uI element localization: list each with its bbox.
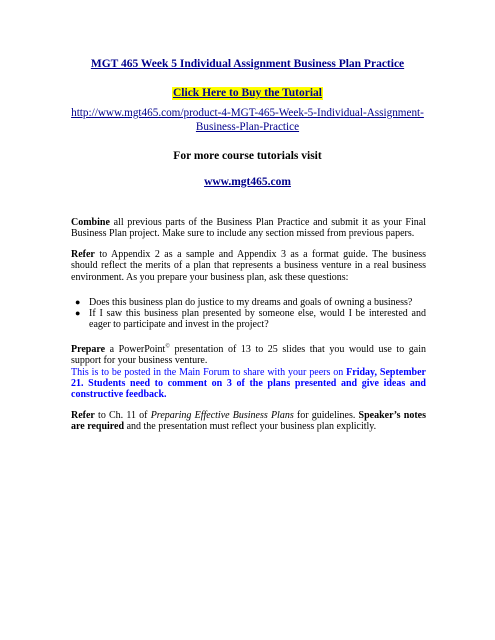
paragraph-prepare-text-a: a PowerPoint — [105, 344, 166, 355]
paragraph-prepare — [71, 344, 426, 400]
speaker-notes-required: Speaker’s notes are required — [71, 410, 426, 433]
product-url-link[interactable]: http://www.mgt465.com/product-4-MGT-465-Week-5-Individual-Assignment-Business-Plan-Practice — [71, 107, 424, 133]
paragraph-refer-ch-text-a: to Ch. 11 of — [94, 410, 151, 421]
forum-post-text: This is to be posted in the Main Forum to share with your peers on — [71, 366, 347, 378]
forum-post-deadline: Friday, September 21. Students need to comment on 3 of the plans presented and give ideas and constructive feedback. — [71, 366, 426, 401]
paragraph-combine-lead: Combine — [71, 217, 110, 228]
site-link[interactable]: www.mgt465.com — [204, 176, 291, 188]
paragraph-prepare-text-b: presentation of 13 to 25 slides that you would use to gain support for your business venture. — [71, 344, 426, 367]
paragraph-refer-ch-text-b: for guidelines. — [293, 410, 359, 421]
paragraph-refer-lead: Refer — [71, 249, 95, 260]
paragraph-refer-ch-text-c: and the presentation must reflect your business plan explicitly. — [124, 421, 377, 433]
paragraph-refer-chapter — [71, 410, 426, 433]
document-title: MGT 465 Week 5 Individual Assignment Business Plan Practice — [90, 58, 405, 70]
bullet-text: Does this business plan do justice to my dreams and goals of owning a business? — [89, 297, 413, 308]
paragraph-refer-appendix — [71, 249, 426, 283]
bullet-icon: ● — [75, 308, 81, 318]
copyright-sup: © — [165, 343, 170, 350]
buy-tutorial-link[interactable]: Click Here to Buy the Tutorial — [173, 87, 322, 99]
paragraph-prepare-lead: Prepare — [71, 344, 106, 355]
paragraph-refer-ch-lead: Refer — [71, 410, 95, 421]
bullet-text: If I saw this business plan presented by someone else, would I be interested and eager to participate and invest in the project? — [89, 308, 426, 331]
paragraph-combine-text: all previous parts of the Business Plan Practice and submit it as your Final Business Plan project. Make sure to include any section missed from previous papers. — [71, 217, 426, 240]
paragraph-refer-text: to Appendix 2 as a sample and Appendix 3 as a format guide. The business should reflect the merits of a plan that represents a business venture in a real business environment. As you prepare your business plan, ask these questions: — [71, 249, 426, 283]
bullet-icon: ● — [75, 297, 81, 307]
paragraph-combine — [71, 217, 426, 240]
book-title: Preparing Effective Business Plans — [150, 410, 294, 421]
buy-tutorial-container — [0, 83, 495, 101]
more-tutorials-text: For more course tutorials visit — [173, 150, 322, 162]
